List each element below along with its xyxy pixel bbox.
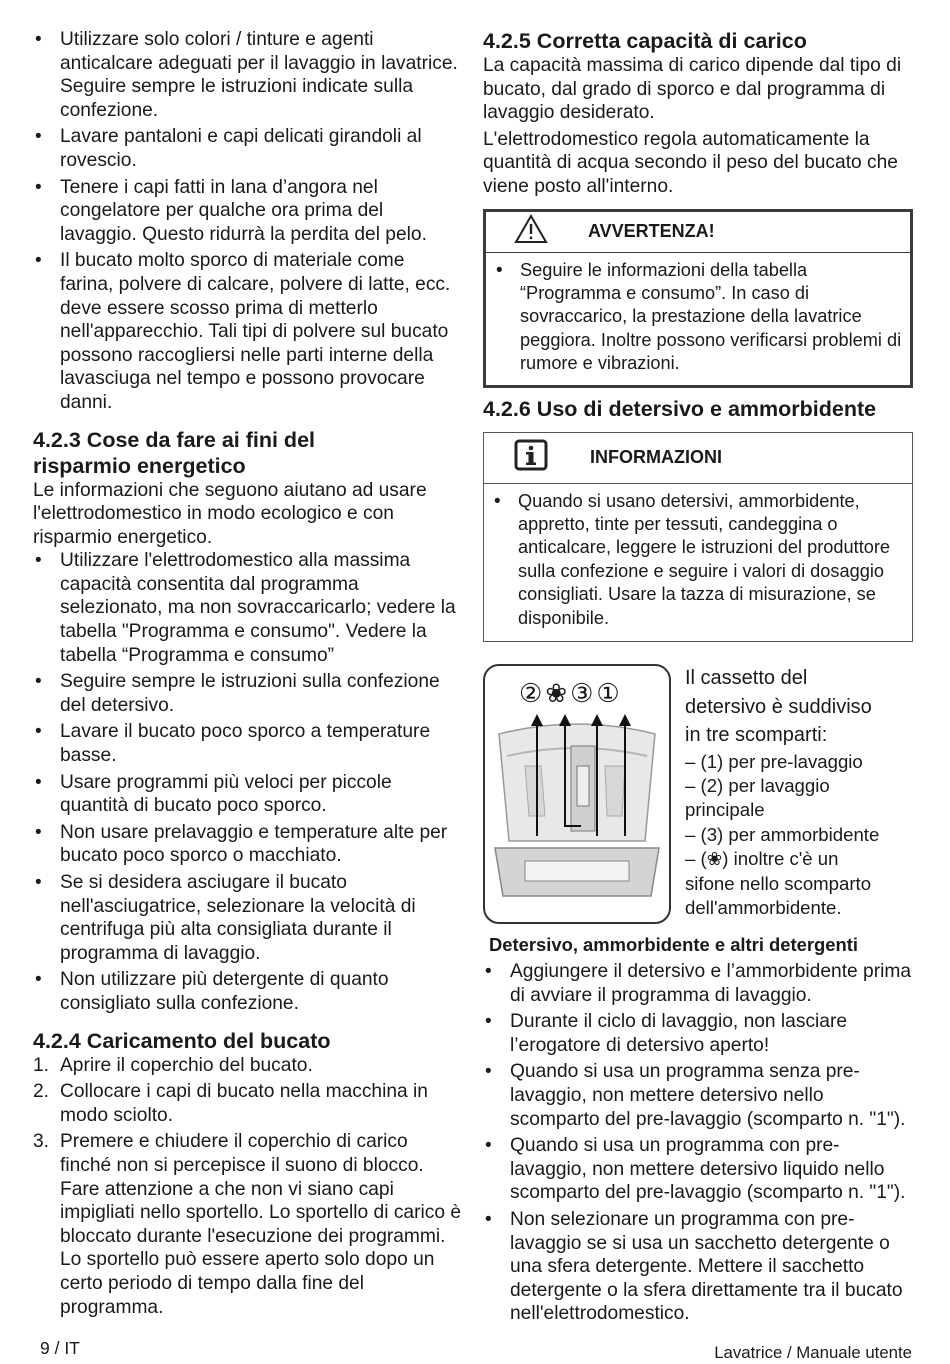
left-column: [33, 28, 461, 1322]
info-icon: [514, 439, 548, 476]
list-item: • Quando si usa un programma con pre-lavaggio, non mettere detersivo liquido nello scomparto del pre-lavaggio (scomparto n. "1").: [483, 1134, 913, 1205]
list-item: • Tenere i capi fatti in lana d’angora nel congelatore per qualche ora prima del lavaggio. Questo ridurrà la perdita del pelo.: [33, 176, 461, 247]
subsection-title: Detersivo, ammorbidente e altri detergenti: [489, 934, 858, 956]
energy-saving-list: [33, 549, 461, 1015]
section-title-426: 4.2.6 Uso di detersivo e ammorbidente: [483, 396, 877, 421]
list-item: • Quando si usano detersivi, ammorbidente, appretto, tinte per tessuti, candeggina o anticalcare, leggere le istruzioni del produttore sulla confezione e seguire i valori di dosaggio consigliati. Usare la tazza di misurazione, se disponibile.: [492, 490, 904, 630]
list-item: • Utilizzare l'elettrodomestico alla massima capacità consentita dal programma selezionato, ma non sovraccaricarlo; vedere la tabella "Programma e consumo". Vedere la tabella “Programma e consumo”: [33, 549, 461, 667]
list-item: • Seguire le informazioni della tabella “Programma e consumo”. In caso di sovraccarico, la prestazione della lavatrice peggiora. Inoltre possono verificarsi problemi di rumore e vibrazioni.: [494, 259, 902, 376]
paragraph: La capacità massima di carico dipende dal tipo di bucato, dal grado di sporco e dal programma di lavaggio desiderato.: [483, 55, 902, 124]
list-item: • Non utilizzare più detergente di quanto consigliato sulla confezione.: [33, 968, 461, 1015]
drawer-description: Il cassetto del detersivo è suddiviso in tre scomparti: – (1) per pre-lavaggio – (2) per lavaggio principale – (3) per ammorbidente – (❀) inoltre c'è un sifone nello scomparto dell'ammorbidente.: [685, 667, 880, 918]
list-item: • Utilizzare solo colori / tinture e agenti anticalcare adeguati per il lavaggio in lavatrice. Seguire sempre le istruzioni indicate sulla confezione.: [33, 28, 461, 122]
warning-triangle-icon: [514, 214, 548, 249]
list-item: • Non usare prelavaggio e temperature alte per bucato poco sporco o macchiato.: [33, 821, 461, 868]
list-item: • Durante il ciclo di lavaggio, non lasciare l’erogatore di detersivo aperto!: [483, 1010, 913, 1057]
warning-label: AVVERTENZA!: [588, 221, 715, 242]
detergent-drawer-section: [483, 664, 913, 924]
loading-steps: [33, 1054, 461, 1320]
right-column: [483, 28, 913, 1329]
info-box: [483, 432, 913, 642]
list-item: • Non selezionare un programma con pre-lavaggio se si usa un sacchetto detergente o una sfera detergente. Mettere il sacchetto detergente o la sfera direttamente tra il bucato nell'elettrodomestico.: [483, 1208, 913, 1326]
detergent-rules-list: [483, 960, 913, 1326]
detergent-drawer-illustration: [483, 664, 671, 924]
section-intro: Le informazioni che seguono aiutano ad usare l'elettrodomestico in modo ecologico e con risparmio energetico.: [33, 479, 427, 548]
list-item: 3. Premere e chiudere il coperchio di carico finché non si percepisce il suono di blocco. Fare attenzione a che non vi siano capi impigliati nello sportello. Lo sportello di carico è bloccato durante l'esecuzione dei programmi. Lo sportello può essere aperto solo dopo un certo periodo di tempo dalla fine del programma.: [33, 1131, 462, 1318]
compartment-markers: ② ❀ ③ ①: [519, 678, 620, 709]
list-item: • Il bucato molto sporco di materiale come farina, polvere di calcare, polvere di latte, ecc. deve essere scosso prima di metterlo nell'apparecchio. Tali tipi di polvere sul bucato possono raccogliersi nelle parti interne della lavasciuga nel tempo e possono provocare danni.: [33, 249, 461, 414]
section-title-423: 4.2.3 Cose da fare ai fini del risparmio energetico: [33, 427, 315, 478]
document-title: Lavatrice / Manuale utente: [714, 1343, 912, 1362]
list-item: • Quando si usa un programma senza pre-lavaggio, non mettere detersivo nello scomparto del pre-lavaggio (scomparto n. "1").: [483, 1060, 913, 1131]
warning-box: [483, 209, 913, 388]
list-item: • Lavare pantaloni e capi delicati girandoli al rovescio.: [33, 125, 461, 172]
info-label: INFORMAZIONI: [590, 447, 722, 468]
list-item: • Seguire sempre le istruzioni sulla confezione del detersivo.: [33, 670, 461, 717]
list-item: • Usare programmi più veloci per piccole quantità di bucato poco sporco.: [33, 771, 461, 818]
section-title-425: 4.2.5 Corretta capacità di carico: [483, 29, 807, 53]
list-item: 2. Collocare i capi di bucato nella macchina in modo sciolto.: [33, 1081, 428, 1126]
tips-list: [33, 28, 461, 415]
section-title-424: 4.2.4 Caricamento del bucato: [33, 1028, 331, 1053]
list-item: 1. Aprire il coperchio del bucato.: [33, 1054, 313, 1076]
paragraph: L'elettrodomestico regola automaticamente la quantità di acqua secondo il peso del bucato che viene posto all'interno.: [483, 128, 898, 197]
list-item: • Se si desidera asciugare il bucato nell'asciugatrice, selezionare la velocità di centrifuga più alta consigliata durante il programma di lavaggio.: [33, 871, 461, 965]
list-item: • Aggiungere il detersivo e l’ammorbidente prima di avviare il programma di lavaggio.: [483, 960, 913, 1007]
page-number: 9 / IT: [40, 1338, 80, 1358]
list-item: • Lavare il bucato poco sporco a temperature basse.: [33, 720, 461, 767]
